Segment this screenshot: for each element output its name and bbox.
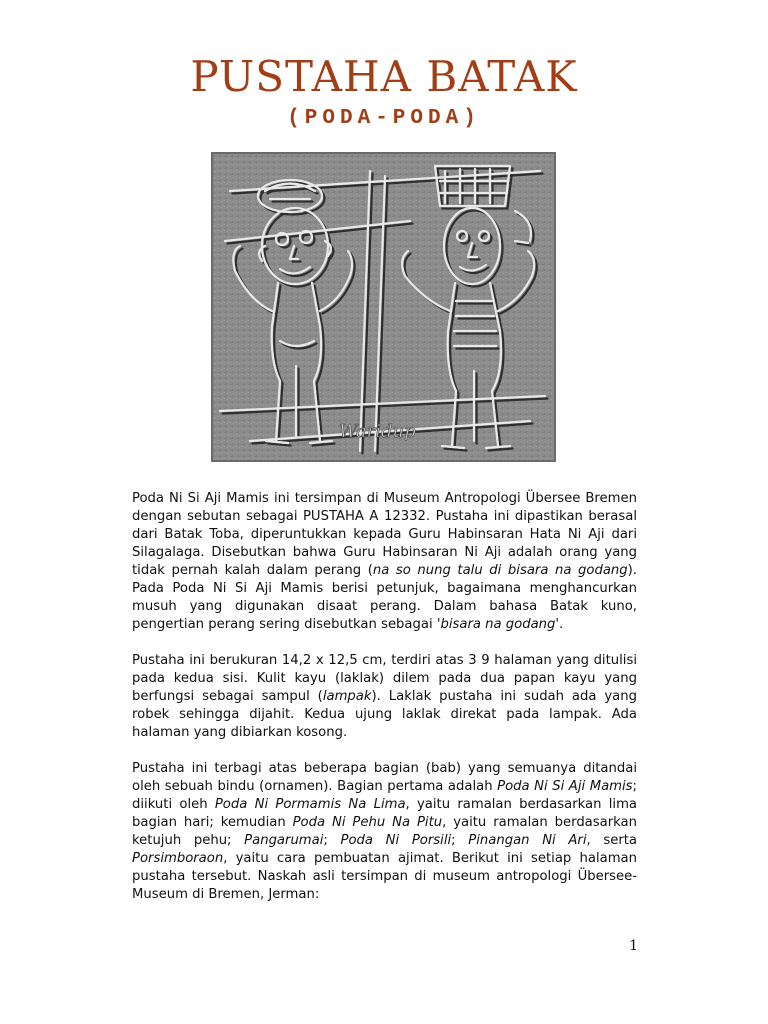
- page-number: 1: [629, 938, 638, 954]
- italic-term: Poda Ni Pehu Na Pitu: [292, 815, 443, 830]
- text-run: Pustaha ini berukuran 14,2 x 12,5 cm, terdiri atas 3 9 halaman yang ditulisi pada kedua sisi. Kulit kayu (laklak) dilem pada dua papan kayu yang berfungsi sebagai sampul (: [132, 653, 637, 704]
- relief-illustration: [211, 152, 556, 462]
- text-run: ; diikuti oleh: [132, 779, 637, 812]
- text-run: '.: [555, 617, 564, 632]
- italic-term: Poda Ni Si Aji Mamis: [497, 779, 633, 794]
- text-run: , yaitu ramalan berdasarkan lima bagian hari; kemudian: [132, 797, 637, 830]
- italic-term: Poda Ni Porsili: [340, 833, 452, 848]
- italic-term: Pangarumai: [244, 833, 324, 848]
- paragraph-1: [132, 490, 637, 634]
- text-run: Pustaha ini terbagi atas beberapa bagian (bab) yang semuanya ditandai oleh sebuah bindu (ornamen). Bagian pertama adalah: [132, 761, 637, 794]
- relief-signature: Waridup: [339, 421, 416, 442]
- text-run: ). Laklak pustaha ini sudah ada yang robek sehingga dijahit. Kedua ujung laklak direkat pada lampak. Ada halaman yang dibiarkan kosong.: [132, 689, 637, 740]
- italic-term: Pinangan Ni Ari: [468, 833, 587, 848]
- text-run: ). Pada Poda Ni Si Aji Mamis berisi petunjuk, bagaimana menghancurkan musuh yang digunakan disaat perang. Dalam bahasa Batak kuno, pengertian perang sering disebutkan sebagai ': [132, 563, 637, 632]
- italic-term: lampak: [322, 689, 372, 704]
- page-title: PUSTAHA BATAK: [190, 52, 578, 101]
- page-subtitle: (PODA-PODA): [287, 107, 481, 130]
- text-run: , yaitu cara pembuatan ajimat. Berikut ini setiap halaman pustaha tersebut. Naskah asli tersimpan di museum antropologi Übersee-Museum di Bremen, Jerman:: [132, 851, 637, 902]
- text-run: Poda Ni Si Aji Mamis ini tersimpan di Museum Antropologi Übersee Bremen dengan sebutan sebagai PUSTAHA A 12332. Pustaha ini dipastikan berasal dari Batak Toba, diperuntukkan kepada Guru Habinsaran Hata Ni Aji dari Silagalaga. Disebutkan bahwa Guru Habinsaran Ni Aji adalah orang yang tidak pernah kalah dalam perang (: [132, 491, 637, 578]
- text-run: ;: [323, 833, 341, 848]
- italic-term: na so nung talu di bisara na godang: [372, 563, 628, 578]
- italic-term: Poda Ni Pormamis Na Lima: [214, 797, 406, 812]
- italic-term: Porsimboraon: [132, 851, 224, 866]
- paragraph-3: [132, 760, 637, 904]
- poda-poda-relief-image: [211, 152, 556, 462]
- paragraph-2: [132, 652, 637, 742]
- text-run: ;: [451, 833, 469, 848]
- body-text: [132, 490, 637, 904]
- text-run: , yaitu ramalan berdasarkan ketujuh pehu;: [132, 815, 637, 848]
- text-run: , serta: [586, 833, 638, 848]
- italic-term: bisara na godang: [440, 617, 556, 632]
